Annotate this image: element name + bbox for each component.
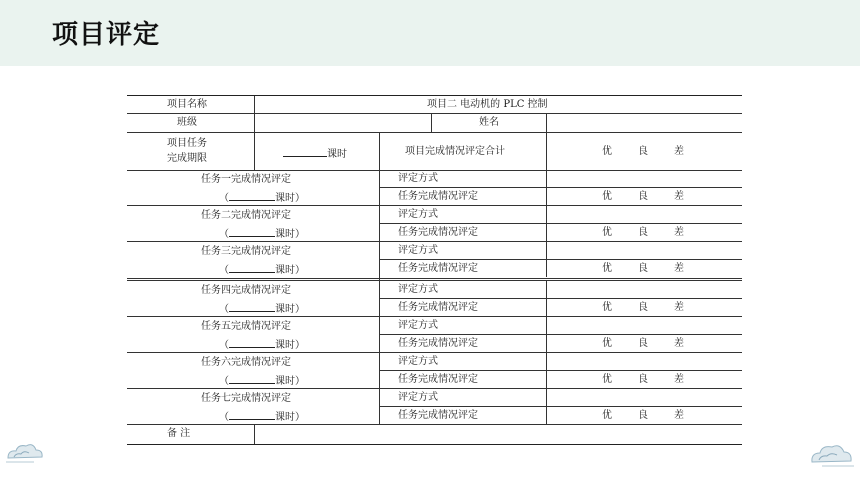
grade-good: 优 <box>602 410 612 421</box>
paren-open: （ <box>219 265 229 276</box>
paren-open: （ <box>219 340 229 351</box>
grade-fair: 良 <box>638 191 648 202</box>
remarks-label: 备 注 <box>167 428 191 439</box>
total-grade-fair: 良 <box>638 146 648 157</box>
eval-label: 任务完成情况评定 <box>398 227 478 238</box>
total-label: 项目完成情况评定合计 <box>405 146 505 157</box>
total-grade-good: 优 <box>602 146 612 157</box>
eval-label: 任务完成情况评定 <box>398 410 478 421</box>
method-label: 评定方式 <box>398 392 438 403</box>
paren-close: 课时） <box>275 265 305 276</box>
task-label: 任务六完成情况评定 <box>201 357 291 368</box>
cloud-left-icon <box>4 440 46 466</box>
grade-good: 优 <box>602 374 612 385</box>
row-divider <box>127 424 742 425</box>
grade-fair: 良 <box>638 302 648 313</box>
task-hours <box>219 373 305 388</box>
grade-poor: 差 <box>674 191 684 202</box>
row-divider <box>379 223 742 224</box>
deadline-hours <box>283 146 347 161</box>
task-hours <box>219 190 305 205</box>
grade-good: 优 <box>602 263 612 274</box>
row-divider <box>379 259 742 260</box>
task-hours <box>219 301 305 316</box>
project-name-value: 项目二 电动机的 PLC 控制 <box>427 99 548 110</box>
paren-open: （ <box>219 193 229 204</box>
row-divider <box>127 170 742 171</box>
task-label: 任务三完成情况评定 <box>201 246 291 257</box>
section-double-line <box>127 280 742 281</box>
grade-fair: 良 <box>638 227 648 238</box>
row-divider <box>379 187 742 188</box>
deadline-blank[interactable] <box>283 146 327 157</box>
row-divider <box>127 388 742 389</box>
paren-close: 课时） <box>275 229 305 240</box>
grade-poor: 差 <box>674 227 684 238</box>
col-divider <box>431 114 432 133</box>
grade-fair: 良 <box>638 410 648 421</box>
hours-unit: 课时 <box>327 149 347 160</box>
task-hours-blank[interactable] <box>229 373 275 384</box>
method-label: 评定方式 <box>398 245 438 256</box>
row-divider <box>379 298 742 299</box>
grade-fair: 良 <box>638 338 648 349</box>
method-label: 评定方式 <box>398 284 438 295</box>
col-divider <box>546 281 547 316</box>
task-hours <box>219 226 305 241</box>
total-grade-poor: 差 <box>674 146 684 157</box>
eval-label: 任务完成情况评定 <box>398 374 478 385</box>
row-divider <box>379 370 742 371</box>
row-divider <box>127 241 742 242</box>
method-label: 评定方式 <box>398 173 438 184</box>
col-divider <box>546 114 547 171</box>
method-label: 评定方式 <box>398 320 438 331</box>
task-hours-blank[interactable] <box>229 301 275 312</box>
col-divider <box>546 389 547 424</box>
row-divider <box>127 316 742 317</box>
row-divider <box>127 113 742 114</box>
grade-poor: 差 <box>674 374 684 385</box>
paren-open: （ <box>219 412 229 423</box>
row-divider <box>127 132 742 133</box>
eval-label: 任务完成情况评定 <box>398 302 478 313</box>
task-hours <box>219 337 305 352</box>
grade-good: 优 <box>602 302 612 313</box>
col-divider <box>546 206 547 241</box>
row-divider <box>379 406 742 407</box>
paren-close: 课时） <box>275 193 305 204</box>
name-label: 姓名 <box>479 117 499 128</box>
row-divider <box>127 205 742 206</box>
task-label: 任务五完成情况评定 <box>201 321 291 332</box>
col-divider <box>254 96 255 170</box>
task-hours-blank[interactable] <box>229 337 275 348</box>
task-label: 任务四完成情况评定 <box>201 285 291 296</box>
task-hours <box>219 262 305 277</box>
col-divider <box>546 317 547 352</box>
task-label: 任务一完成情况评定 <box>201 174 291 185</box>
grade-good: 优 <box>602 191 612 202</box>
section-double-line <box>127 278 742 279</box>
evaluation-form <box>127 95 742 445</box>
col-divider <box>546 353 547 388</box>
col-divider <box>546 170 547 205</box>
grade-poor: 差 <box>674 410 684 421</box>
eval-label: 任务完成情况评定 <box>398 191 478 202</box>
task-label: 任务七完成情况评定 <box>201 393 291 404</box>
paren-open: （ <box>219 376 229 387</box>
row-divider <box>379 334 742 335</box>
col-divider <box>254 424 255 444</box>
deadline-label: 完成期限 <box>167 153 207 164</box>
grade-poor: 差 <box>674 302 684 313</box>
task-hours <box>219 409 305 424</box>
method-label: 评定方式 <box>398 209 438 220</box>
page-title: 项目评定 <box>52 20 161 50</box>
cloud-right-icon <box>806 440 856 470</box>
paren-open: （ <box>219 304 229 315</box>
grade-fair: 良 <box>638 263 648 274</box>
grade-good: 优 <box>602 338 612 349</box>
paren-close: 课时） <box>275 376 305 387</box>
eval-label: 任务完成情况评定 <box>398 263 478 274</box>
class-label: 班级 <box>177 117 197 128</box>
col-divider <box>546 242 547 277</box>
task-hours-blank[interactable] <box>229 190 275 201</box>
eval-label: 任务完成情况评定 <box>398 338 478 349</box>
project-name-label: 项目名称 <box>167 99 207 110</box>
method-label: 评定方式 <box>398 356 438 367</box>
row-divider <box>127 352 742 353</box>
paren-close: 课时） <box>275 412 305 423</box>
grade-fair: 良 <box>638 374 648 385</box>
paren-open: （ <box>219 229 229 240</box>
grade-poor: 差 <box>674 263 684 274</box>
task-label: 任务二完成情况评定 <box>201 210 291 221</box>
grade-good: 优 <box>602 227 612 238</box>
deadline-label: 项目任务 <box>167 138 207 149</box>
task-hours-blank[interactable] <box>229 409 275 420</box>
grade-poor: 差 <box>674 338 684 349</box>
task-hours-blank[interactable] <box>229 262 275 273</box>
paren-close: 课时） <box>275 340 305 351</box>
task-hours-blank[interactable] <box>229 226 275 237</box>
paren-close: 课时） <box>275 304 305 315</box>
